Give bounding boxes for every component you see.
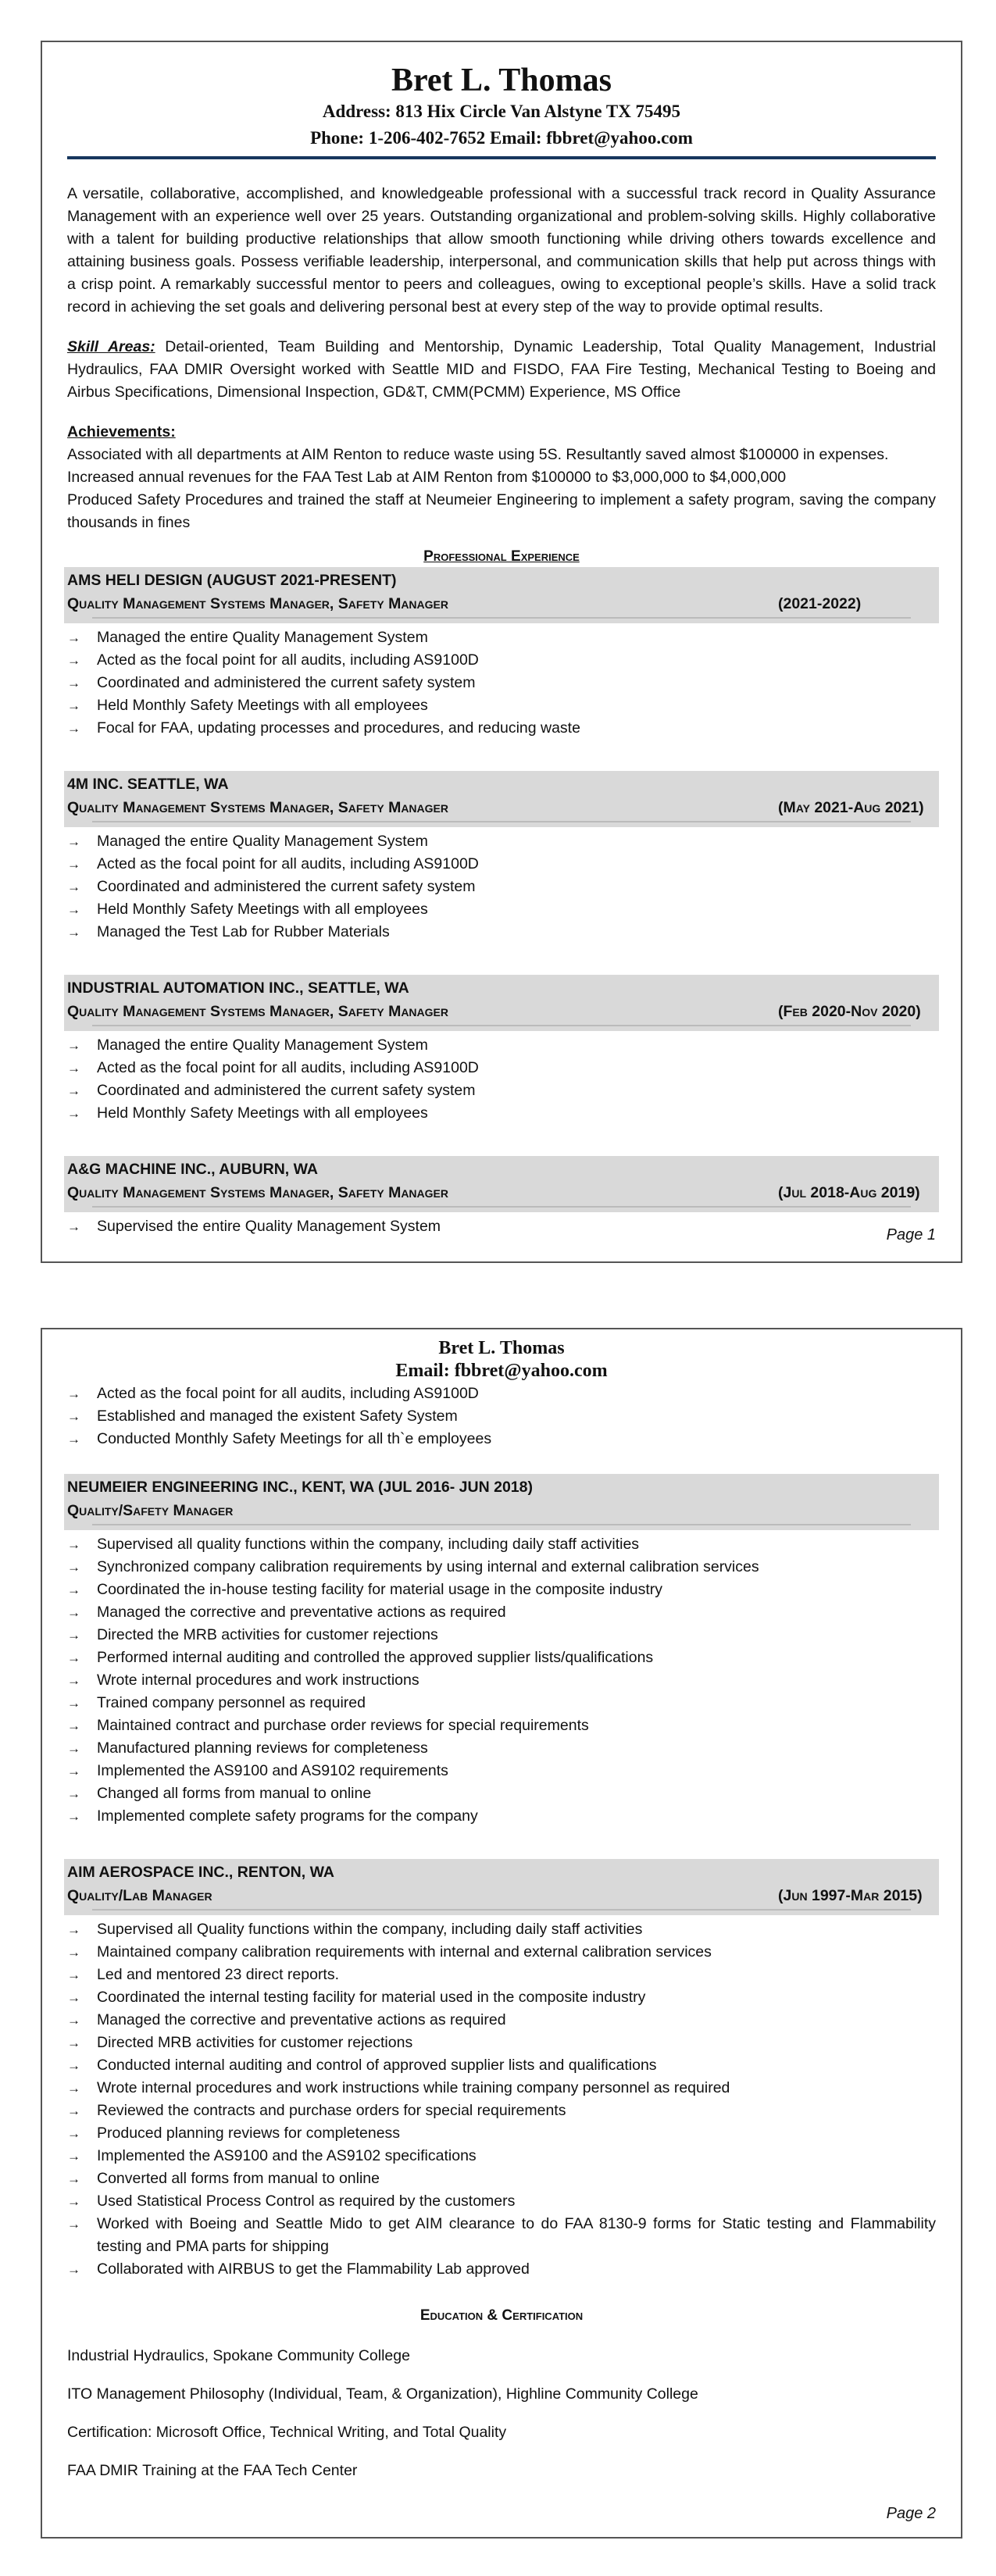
arrow-icon: →: [67, 1038, 80, 1053]
bullet-text: Used Statistical Process Control as required by the customers: [97, 2192, 516, 2210]
job-bullets: [67, 626, 936, 740]
job-list: [67, 567, 936, 1238]
achievements-label: Achievements:: [67, 423, 176, 441]
bullet-text: Conducted internal auditing and control of approved supplier lists and qualifications: [97, 2057, 657, 2074]
company-name: AMS HELI DESIGN (AUGUST 2021-PRESENT): [67, 572, 397, 589]
education-item: FAA DMIR Training at the FAA Tech Center: [67, 2462, 358, 2479]
job-title-row: [67, 1499, 934, 1522]
bullet-item: [67, 2032, 936, 2054]
arrow-icon: →: [67, 1219, 80, 1234]
education-item: Industrial Hydraulics, Spokane Community College: [67, 2347, 410, 2364]
bullet-item: [67, 1034, 936, 1057]
job-dates: (May 2021-Aug 2021): [778, 799, 924, 816]
bullet-item: [67, 2145, 936, 2167]
bullet-text: Supervised the entire Quality Management System: [97, 1218, 441, 1235]
arrow-icon: →: [67, 2081, 80, 2096]
phone-email: Phone: 1-206-402-7652 Email: fbbret@yahoo.com: [310, 128, 693, 148]
bullet-text: Changed all forms from manual to online: [97, 1785, 372, 1802]
bullet-item: [67, 1405, 936, 1428]
arrow-icon: →: [67, 1764, 80, 1779]
email: Email: fbbret@yahoo.com: [395, 1361, 608, 1381]
arrow-icon: →: [67, 1386, 80, 1401]
header-underline: [92, 617, 911, 619]
page-number: Page 1: [886, 1226, 936, 1243]
job-bullets: [67, 1918, 936, 2281]
arrow-icon: →: [67, 879, 80, 894]
bullet-item: [67, 2190, 936, 2213]
arrow-icon: →: [67, 857, 80, 872]
job-title-row: [67, 796, 934, 819]
bullet-text: Synchronized company calibration requirements by using internal and external calibration services: [97, 1558, 759, 1575]
arrow-icon: →: [67, 1945, 80, 1960]
bullet-text: Focal for FAA, updating processes and procedures, and reducing waste: [97, 719, 580, 737]
bullet-item: [67, 1102, 936, 1125]
bullet-text: Directed the MRB activities for customer rejections: [97, 1626, 438, 1643]
job-title: Quality/Lab Manager: [67, 1887, 212, 1904]
bullet-text: Worked with Boeing and Seattle Mido to get AIM clearance to do FAA 8130-9 forms for Static testing and Flammability testing and PMA parts for shipping: [97, 2215, 936, 2255]
job-header: [64, 771, 939, 827]
bullet-text: Supervised all Quality functions within the company, including daily staff activities: [97, 1921, 643, 1938]
bullet-item: [67, 1941, 936, 1964]
bullet-item: [67, 1556, 936, 1579]
bullet-item: [67, 2213, 936, 2258]
arrow-icon: →: [67, 2058, 80, 2073]
education-item: ITO Management Philosophy (Individual, Team, & Organization), Highline Community College: [67, 2385, 698, 2403]
bullet-item: [67, 694, 936, 717]
arrow-icon: →: [67, 1673, 80, 1688]
arrow-icon: →: [67, 2103, 80, 2118]
company-name: NEUMEIER ENGINEERING INC., KENT, WA (JUL 2016- JUN 2018): [67, 1479, 533, 1496]
bullet-item: [67, 2258, 936, 2281]
bullet-item: [67, 1215, 936, 1238]
bullet-item: [67, 853, 936, 876]
arrow-icon: →: [67, 1083, 80, 1098]
bullet-text: Converted all forms from manual to online: [97, 2170, 380, 2187]
page-number: Page 2: [886, 2505, 936, 2522]
bullet-text: Acted as the focal point for all audits, including AS9100D: [97, 651, 479, 669]
arrow-icon: →: [67, 721, 80, 736]
arrow-icon: →: [67, 2194, 80, 2209]
job-bullets: [67, 1533, 936, 1828]
arrow-icon: →: [67, 2217, 80, 2232]
bullet-item: [67, 1737, 936, 1760]
arrow-icon: →: [67, 925, 80, 940]
job-title: Quality Management Systems Manager, Safety Manager: [67, 1003, 448, 1020]
arrow-icon: →: [67, 1560, 80, 1575]
job-list: [67, 1474, 936, 2281]
bullet-item: [67, 1647, 936, 1669]
job-title: Quality Management Systems Manager, Safety Manager: [67, 799, 448, 816]
arrow-icon: →: [67, 1106, 80, 1121]
company-name: A&G MACHINE INC., AUBURN, WA: [67, 1161, 319, 1178]
achievement-item: Associated with all departments at AIM Renton to reduce waste using 5S. Resultantly saved almost $100000 in expenses.: [67, 446, 889, 463]
bullet-text: Coordinated and administered the current safety system: [97, 878, 476, 895]
arrow-icon: →: [67, 1582, 80, 1597]
continued-bullets: [67, 1383, 936, 1450]
arrow-icon: →: [67, 1922, 80, 1937]
header-underline: [92, 1524, 911, 1525]
address: Address: 813 Hix Circle Van Alstyne TX 75495: [322, 102, 681, 121]
arrow-icon: →: [67, 630, 80, 645]
bullet-text: Performed internal auditing and controlled the approved supplier lists/qualifications: [97, 1649, 654, 1666]
spacer: [67, 944, 936, 975]
bullet-text: Supervised all quality functions within the company, including daily staff activities: [97, 1536, 640, 1553]
bullet-item: [67, 1601, 936, 1624]
job-header: [64, 975, 939, 1031]
arrow-icon: →: [67, 902, 80, 917]
header-underline: [92, 1909, 911, 1911]
bullet-item: [67, 1533, 936, 1556]
bullet-text: Managed the entire Quality Management System: [97, 833, 428, 850]
bullet-item: [67, 2009, 936, 2032]
bullet-item: [67, 626, 936, 649]
bullet-text: Implemented the AS9100 and AS9102 requirements: [97, 1762, 448, 1779]
arrow-icon: →: [67, 834, 80, 849]
job-title-row: [67, 1884, 934, 1907]
job-header: [64, 1859, 939, 1915]
arrow-icon: →: [67, 2262, 80, 2277]
achievement-item: Produced Safety Procedures and trained the staff at Neumeier Engineering to implement a safety program, saving the company thousands in fines: [67, 491, 936, 531]
bullet-text: Manufactured planning reviews for completeness: [97, 1739, 428, 1757]
experience-heading: Professional Experience: [423, 548, 580, 565]
bullet-text: Led and mentored 23 direct reports.: [97, 1966, 340, 1983]
bullet-item: [67, 1692, 936, 1714]
bullet-text: Coordinated and administered the current safety system: [97, 1082, 476, 1099]
bullet-text: Managed the corrective and preventative actions as required: [97, 2011, 506, 2028]
bullet-text: Managed the Test Lab for Rubber Materials: [97, 923, 390, 940]
skills-label: Skill Areas:: [67, 338, 155, 355]
bullet-item: [67, 1057, 936, 1079]
arrow-icon: →: [67, 1990, 80, 2005]
bullet-text: Implemented complete safety programs for the company: [97, 1807, 478, 1825]
bullet-item: [67, 1782, 936, 1805]
arrow-icon: →: [67, 2035, 80, 2050]
arrow-icon: →: [67, 1741, 80, 1756]
job-title-row: [67, 592, 934, 615]
bullet-text: Trained company personnel as required: [97, 1694, 366, 1711]
bullet-item: [67, 2122, 936, 2145]
job-dates: (Jul 2018-Aug 2019): [778, 1184, 920, 1201]
bullet-text: Coordinated the internal testing facility for material used in the composite industry: [97, 1989, 646, 2006]
candidate-name: Bret L. Thomas: [391, 62, 612, 98]
bullet-text: Wrote internal procedures and work instructions while training company personnel as required: [97, 2079, 730, 2096]
bullet-item: [67, 921, 936, 944]
bullet-item: [67, 2077, 936, 2100]
bullet-text: Reviewed the contracts and purchase orders for special requirements: [97, 2102, 566, 2119]
arrow-icon: →: [67, 1809, 80, 1824]
bullet-text: Conducted Monthly Safety Meetings for all th`e employees: [97, 1430, 492, 1447]
arrow-icon: →: [67, 1061, 80, 1076]
arrow-icon: →: [67, 1650, 80, 1665]
arrow-icon: →: [67, 1696, 80, 1711]
bullet-text: Produced planning reviews for completeness: [97, 2125, 401, 2142]
arrow-icon: →: [67, 676, 80, 690]
bullet-text: Wrote internal procedures and work instructions: [97, 1672, 419, 1689]
job-header: [64, 1156, 939, 1212]
bullet-text: Held Monthly Safety Meetings with all employees: [97, 901, 428, 918]
header-underline: [92, 1025, 911, 1026]
job-header: [64, 567, 939, 623]
bullet-item: [67, 1918, 936, 1941]
bullet-text: Managed the corrective and preventative actions as required: [97, 1604, 506, 1621]
arrow-icon: →: [67, 1605, 80, 1620]
education-item: Certification: Microsoft Office, Technical Writing, and Total Quality: [67, 2424, 507, 2441]
job-bullets: [67, 830, 936, 944]
bullet-item: [67, 1669, 936, 1692]
bullet-text: Maintained contract and purchase order reviews for special requirements: [97, 1717, 589, 1734]
job-bullets: [67, 1034, 936, 1125]
arrow-icon: →: [67, 2171, 80, 2186]
arrow-icon: →: [67, 1786, 80, 1801]
arrow-icon: →: [67, 1537, 80, 1552]
bullet-text: Implemented the AS9100 and the AS9102 specifications: [97, 2147, 477, 2164]
candidate-name: Bret L. Thomas: [438, 1338, 565, 1358]
bullet-item: [67, 1805, 936, 1828]
job-title: Quality Management Systems Manager, Safety Manager: [67, 1184, 448, 1201]
bullet-item: [67, 2167, 936, 2190]
bullet-item: [67, 1964, 936, 1986]
spacer: [67, 1125, 936, 1156]
arrow-icon: →: [67, 1718, 80, 1733]
company-name: AIM AEROSPACE INC., RENTON, WA: [67, 1864, 334, 1881]
bullet-item: [67, 1624, 936, 1647]
bullet-text: Maintained company calibration requirements with internal and external calibration services: [97, 1943, 712, 1961]
bullet-item: [67, 1714, 936, 1737]
bullet-item: [67, 1079, 936, 1102]
arrow-icon: →: [67, 2126, 80, 2141]
header-underline: [92, 821, 911, 822]
bullet-item: [67, 717, 936, 740]
job-dates: (2021-2022): [778, 595, 862, 612]
bullet-text: Coordinated the in-house testing facility for material usage in the composite industry: [97, 1581, 663, 1598]
resume-page-1: [41, 41, 962, 1263]
spacer: [67, 1828, 936, 1859]
skill-areas: [67, 336, 936, 404]
bullet-item: [67, 898, 936, 921]
job-title-row: [67, 1000, 934, 1023]
bullet-item: [67, 2054, 936, 2077]
education-list: [67, 2345, 936, 2482]
summary: A versatile, collaborative, accomplished, and knowledgeable professional with a successful track record in Quality Assurance Management with an experience well over 25 years. Outstanding organizational and problem-solving skills. Highly collaborative with a talent for building productive relationships that allow smooth functioning while driving others towards excellence and attaining business goals. Possess verifiable leadership, interpersonal, and communication skills that help put across things with a crisp point. A remarkably successful mentor to peers and colleagues, owing to exceptional people’s skills. Have a solid track record in achieving the set goals and delivering personal best at every step of the way to provide optimal results.: [67, 185, 936, 316]
header-divider: [67, 156, 936, 159]
job-bullets: [67, 1215, 936, 1238]
arrow-icon: →: [67, 653, 80, 668]
bullet-item: [67, 1428, 936, 1450]
education-heading: Education & Certification: [419, 2307, 584, 2324]
job-header: [64, 1474, 939, 1530]
bullet-item: [67, 649, 936, 672]
bullet-item: [67, 1986, 936, 2009]
job-dates: (Feb 2020-Nov 2020): [778, 1003, 921, 1020]
arrow-icon: →: [67, 1968, 80, 1982]
job-title: Quality/Safety Manager: [67, 1502, 234, 1519]
bullet-text: Managed the entire Quality Management System: [97, 629, 428, 646]
bullet-text: Directed MRB activities for customer rejections: [97, 2034, 413, 2051]
arrow-icon: →: [67, 2149, 80, 2164]
bullet-item: [67, 1579, 936, 1601]
bullet-text: Coordinated and administered the current safety system: [97, 674, 476, 691]
job-dates: (Jun 1997-Mar 2015): [778, 1887, 923, 1904]
bullet-item: [67, 2100, 936, 2122]
arrow-icon: →: [67, 698, 80, 713]
bullet-item: [67, 830, 936, 853]
bullet-text: Acted as the focal point for all audits, including AS9100D: [97, 1059, 479, 1076]
bullet-text: Established and managed the existent Safety System: [97, 1408, 458, 1425]
header-underline: [92, 1206, 911, 1208]
bullet-text: Held Monthly Safety Meetings with all employees: [97, 1104, 428, 1122]
bullet-text: Managed the entire Quality Management System: [97, 1036, 428, 1054]
bullet-text: Acted as the focal point for all audits, including AS9100D: [97, 855, 479, 872]
achievement-item: Increased annual revenues for the FAA Test Lab at AIM Renton from $100000 to $3,000,000 to $4,000,000: [67, 469, 787, 486]
bullet-item: [67, 672, 936, 694]
bullet-item: [67, 1760, 936, 1782]
company-name: 4M INC. SEATTLE, WA: [67, 776, 229, 793]
arrow-icon: →: [67, 1432, 80, 1447]
job-title-row: [67, 1181, 934, 1204]
arrow-icon: →: [67, 2013, 80, 2028]
bullet-text: Acted as the focal point for all audits, including AS9100D: [97, 1385, 479, 1402]
company-name: INDUSTRIAL AUTOMATION INC., SEATTLE, WA: [67, 979, 409, 997]
bullet-item: [67, 1383, 936, 1405]
spacer: [67, 740, 936, 771]
bullet-item: [67, 876, 936, 898]
arrow-icon: →: [67, 1409, 80, 1424]
resume-page-2: [41, 1328, 962, 2539]
bullet-text: Collaborated with AIRBUS to get the Flammability Lab approved: [97, 2260, 530, 2278]
achievements: [67, 421, 936, 534]
skills-text: Detail-oriented, Team Building and Mentorship, Dynamic Leadership, Total Quality Management, Industrial Hydraulics, FAA DMIR Oversight worked with Seattle MID and FISDO, FAA Fire Testing, Mechanical Testing to Boeing and Airbus Specifications, Dimensional Inspection, GD&T, CMM(PCMM) Experience, MS Office: [67, 338, 936, 401]
job-title: Quality Management Systems Manager, Safety Manager: [67, 595, 448, 612]
arrow-icon: →: [67, 1628, 80, 1643]
bullet-text: Held Monthly Safety Meetings with all employees: [97, 697, 428, 714]
